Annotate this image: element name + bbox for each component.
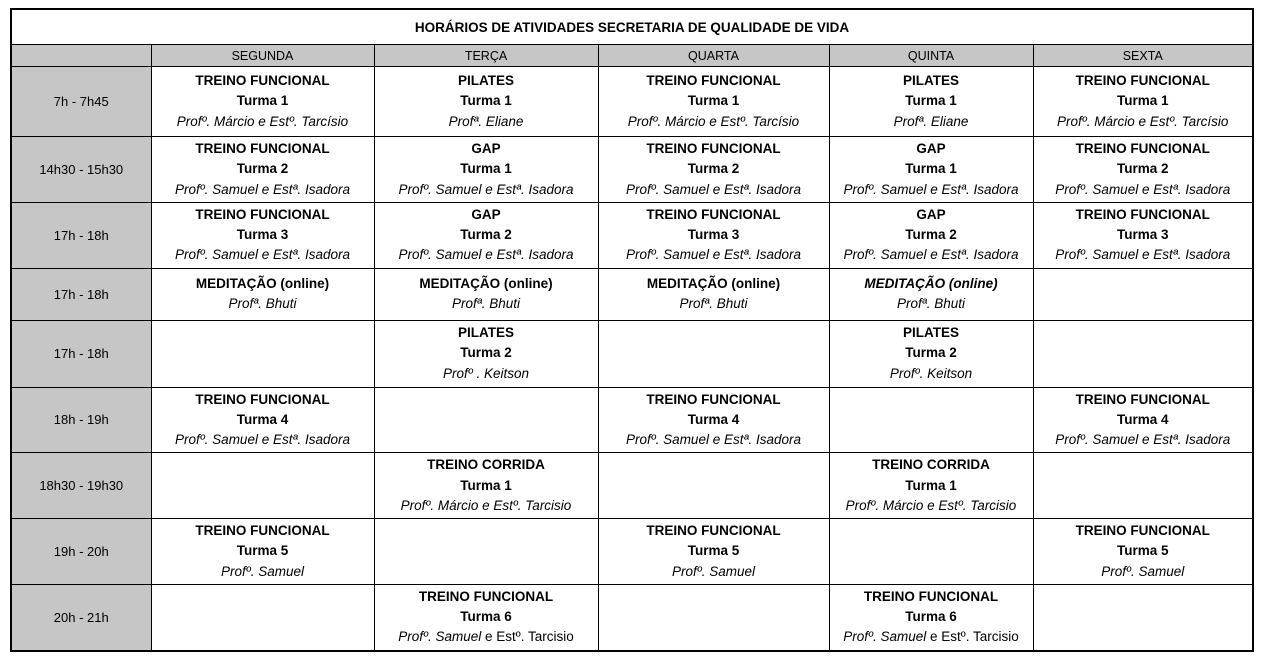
activity-title: TREINO CORRIDA [427,457,545,473]
time-slot-label: 18h30 - 19h30 [11,453,151,519]
activity-group: Turma 2 [905,345,957,361]
empty-cell [829,519,1033,585]
activity-title: TREINO FUNCIONAL [646,73,781,89]
activity-instructor [834,180,1029,200]
activity-instructor [603,562,825,582]
activity-group: Turma 5 [1116,543,1169,559]
day-header-row [11,45,1253,67]
instructor-name: Profº. Samuel e Estª. Isadora [398,247,574,263]
instructor-name: Profª. Bhuti [896,296,966,311]
activity-group: Turma 1 [460,477,512,493]
empty-cell [598,453,829,519]
activity-instructor [834,496,1029,516]
empty-cell [374,519,598,585]
activity-instructor [834,112,1029,132]
activity-group: Turma 1 [460,93,512,109]
activity-instructor [603,112,825,132]
activity-group: Turma 3 [236,227,289,242]
instructor-name: Profº. Samuel [398,629,482,645]
activity-cell [829,268,1033,320]
activity-group: Turma 3 [1116,227,1169,242]
activity-instructor [156,112,370,132]
activity-group: Turma 5 [236,543,289,559]
activity-cell [1033,387,1253,453]
activity-title: GAP [471,206,501,222]
activity-cell [829,137,1033,203]
activity-cell [598,202,829,268]
empty-cell [1033,584,1253,650]
empty-cell [598,320,829,387]
activity-instructor [603,180,825,200]
schedule-row [11,67,1253,137]
activity-group: Turma 2 [460,345,512,361]
activity-instructor [834,294,1029,314]
activity-title: TREINO FUNCIONAL [646,206,781,222]
activity-cell [1033,137,1253,203]
activity-cell [598,137,829,203]
instructor-name: Profª. Eliane [448,113,524,129]
activity-title: TREINO FUNCIONAL [1075,206,1210,222]
activity-group: Turma 6 [905,609,957,624]
empty-cell [151,584,374,650]
day-header-quinta: QUINTA [829,45,1033,67]
activity-cell [374,320,598,387]
activity-title: TREINO FUNCIONAL [1075,523,1210,538]
empty-cell [1033,453,1253,519]
instructor-name: Profº. Márcio e Estº. Tarcísio [176,113,349,129]
activity-title: TREINO FUNCIONAL [1075,391,1210,407]
activity-cell [374,202,598,268]
activity-cell [829,67,1033,137]
activity-title: MEDITAÇÃO (online) [646,275,781,291]
activity-group: Turma 5 [687,543,740,559]
activity-title: PILATES [902,325,959,341]
activity-title: TREINO FUNCIONAL [195,391,330,407]
activity-cell [151,268,374,320]
time-column-header [11,45,151,67]
day-header-segunda: SEGUNDA [151,45,374,67]
activity-instructor [156,430,370,450]
instructor-name: Profº. Samuel e Estª. Isadora [174,181,350,197]
empty-cell [829,387,1033,453]
activity-title: TREINO FUNCIONAL [646,523,781,538]
activity-title: GAP [471,141,501,156]
activity-title: TREINO FUNCIONAL [646,141,781,156]
activity-group: Turma 2 [1116,161,1169,177]
activity-instructor [1038,245,1249,265]
activity-cell [374,584,598,650]
empty-cell [598,584,829,650]
activity-cell [598,387,829,453]
schedule-row [11,320,1253,387]
instructor-name: Profº. Márcio e Estº. Tarcísio [1057,113,1229,129]
activity-cell [374,453,598,519]
activity-cell [151,137,374,203]
activity-title: TREINO FUNCIONAL [863,588,999,604]
activity-group: Turma 4 [1116,411,1169,427]
activity-instructor [834,627,1029,647]
activity-instructor [1038,562,1249,582]
activity-instructor [603,245,825,265]
instructor-name: Profº. Keitson [889,365,973,381]
time-slot-label: 17h - 18h [11,320,151,387]
activity-group: Turma 3 [687,227,740,242]
day-header-sexta: SEXTA [1033,45,1253,67]
instructor-name: Profº. Samuel e Estª. Isadora [174,432,350,447]
activity-cell [598,268,829,320]
time-slot-label: 20h - 21h [11,584,151,650]
activity-cell [1033,202,1253,268]
activity-instructor [1038,112,1249,132]
activity-group: Turma 1 [460,161,512,177]
schedule-row [11,202,1253,268]
activity-instructor [379,112,594,132]
activity-instructor [379,496,594,516]
time-slot-label: 17h - 18h [11,202,151,268]
instructor-name: Profº. Márcio e Estº. Tarcisio [400,497,572,513]
instructor-name: Profº. Samuel [843,629,927,645]
activity-title: TREINO FUNCIONAL [195,73,330,89]
activity-group: Turma 1 [905,477,957,493]
activity-cell [151,387,374,453]
activity-instructor [379,364,594,384]
instructor-name: Profº. Samuel e Estª. Isadora [1055,247,1231,263]
activity-group: Turma 1 [905,93,957,109]
activity-group: Turma 1 [905,161,957,177]
instructor-name: Profº . Keitson [443,365,529,381]
empty-cell [151,320,374,387]
activity-cell [374,137,598,203]
time-slot-label: 14h30 - 15h30 [11,137,151,203]
instructor-name: Profº. Samuel e Estª. Isadora [398,181,574,197]
instructor-name: Profª. Bhuti [228,296,297,311]
activity-cell [374,67,598,137]
activity-title: TREINO FUNCIONAL [1075,141,1210,156]
activity-instructor [379,627,594,647]
activity-cell [151,202,374,268]
activity-group: Turma 2 [460,227,512,242]
activity-instructor [834,364,1029,384]
activity-instructor [156,180,370,200]
activity-cell [1033,519,1253,585]
activity-cell [829,453,1033,519]
activity-cell [829,202,1033,268]
activity-title: GAP [916,141,946,156]
schedule-row [11,453,1253,519]
activity-group: Turma 2 [905,227,957,242]
activity-cell [598,519,829,585]
activity-cell [151,67,374,137]
activity-title: MEDITAÇÃO (online) [419,275,553,291]
time-slot-label: 19h - 20h [11,519,151,585]
day-header-terca: TERÇA [374,45,598,67]
activity-title: PILATES [457,73,514,89]
activity-title: TREINO FUNCIONAL [1075,73,1210,89]
instructor-name: Profº. Samuel e Estª. Isadora [625,247,801,263]
activity-group: Turma 1 [687,93,740,109]
instructor-name: Profª. Eliane [893,113,969,129]
instructor-name: Profº. Samuel [672,563,755,579]
activity-cell [829,584,1033,650]
time-slot-label: 17h - 18h [11,268,151,320]
schedule-row [11,268,1253,320]
schedule-row [11,519,1253,585]
instructor-name: Profº. Samuel [1101,563,1185,579]
empty-cell [151,453,374,519]
empty-cell [1033,320,1253,387]
schedule-row [11,137,1253,203]
activity-title: TREINO FUNCIONAL [195,141,330,156]
activity-title: MEDITAÇÃO (online) [195,275,330,291]
activity-group: Turma 1 [1116,93,1169,109]
activity-group: Turma 1 [236,93,289,109]
activity-cell [1033,67,1253,137]
instructor-name: Profº. Samuel e Estª. Isadora [625,181,801,197]
instructor-name: Profº. Samuel e Estª. Isadora [625,432,801,447]
activity-cell [598,67,829,137]
title-row [11,9,1253,45]
instructor-name-suffix: e Estº. Tarcisio [926,629,1019,645]
schedule-table [10,8,1254,652]
activity-instructor [156,245,370,265]
activity-cell [151,519,374,585]
activity-instructor [1038,180,1249,200]
activity-group: Turma 6 [460,609,512,624]
activity-instructor [379,294,594,314]
activity-title: TREINO FUNCIONAL [418,588,554,604]
activity-cell [374,268,598,320]
page-title: HORÁRIOS DE ATIVIDADES SECRETARIA DE QUALIDADE DE VIDA [11,9,1253,45]
schedule-row [11,584,1253,650]
time-slot-label: 18h - 19h [11,387,151,453]
instructor-name: Profª. Bhuti [451,296,521,311]
activity-instructor [1038,430,1249,450]
activity-title: PILATES [902,73,959,89]
instructor-name: Profª. Bhuti [679,296,748,311]
activity-cell [829,320,1033,387]
day-header-quarta: QUARTA [598,45,829,67]
activity-group: Turma 4 [236,411,289,427]
activity-group: Turma 4 [687,411,740,427]
activity-instructor [379,180,594,200]
instructor-name: Profº. Márcio e Estº. Tarcisio [845,497,1017,513]
activity-instructor [156,294,370,314]
empty-cell [374,387,598,453]
instructor-name: Profº. Samuel e Estª. Isadora [843,181,1019,197]
activity-title: TREINO FUNCIONAL [195,206,330,222]
activity-title: TREINO FUNCIONAL [646,391,781,407]
instructor-name-suffix: e Estº. Tarcisio [481,629,574,645]
instructor-name: Profº. Samuel e Estª. Isadora [1055,432,1231,447]
activity-instructor [379,245,594,265]
empty-cell [1033,268,1253,320]
time-slot-label: 7h - 7h45 [11,67,151,137]
activity-group: Turma 2 [236,161,289,177]
activity-instructor [834,245,1029,265]
instructor-name: Profº. Samuel e Estª. Isadora [174,247,350,263]
schedule-row [11,387,1253,453]
activity-group: Turma 2 [687,161,740,177]
activity-title: TREINO CORRIDA [872,457,990,473]
activity-instructor [603,430,825,450]
activity-title: MEDITAÇÃO (online) [864,275,998,291]
activity-instructor [603,294,825,314]
instructor-name: Profº. Samuel e Estª. Isadora [843,247,1019,263]
instructor-name: Profº. Samuel [221,563,304,579]
instructor-name: Profº. Márcio e Estº. Tarcísio [627,113,800,129]
activity-instructor [156,562,370,582]
activity-title: GAP [916,206,946,222]
instructor-name: Profº. Samuel e Estª. Isadora [1055,181,1231,197]
activity-title: PILATES [457,325,514,341]
activity-title: TREINO FUNCIONAL [195,523,330,538]
